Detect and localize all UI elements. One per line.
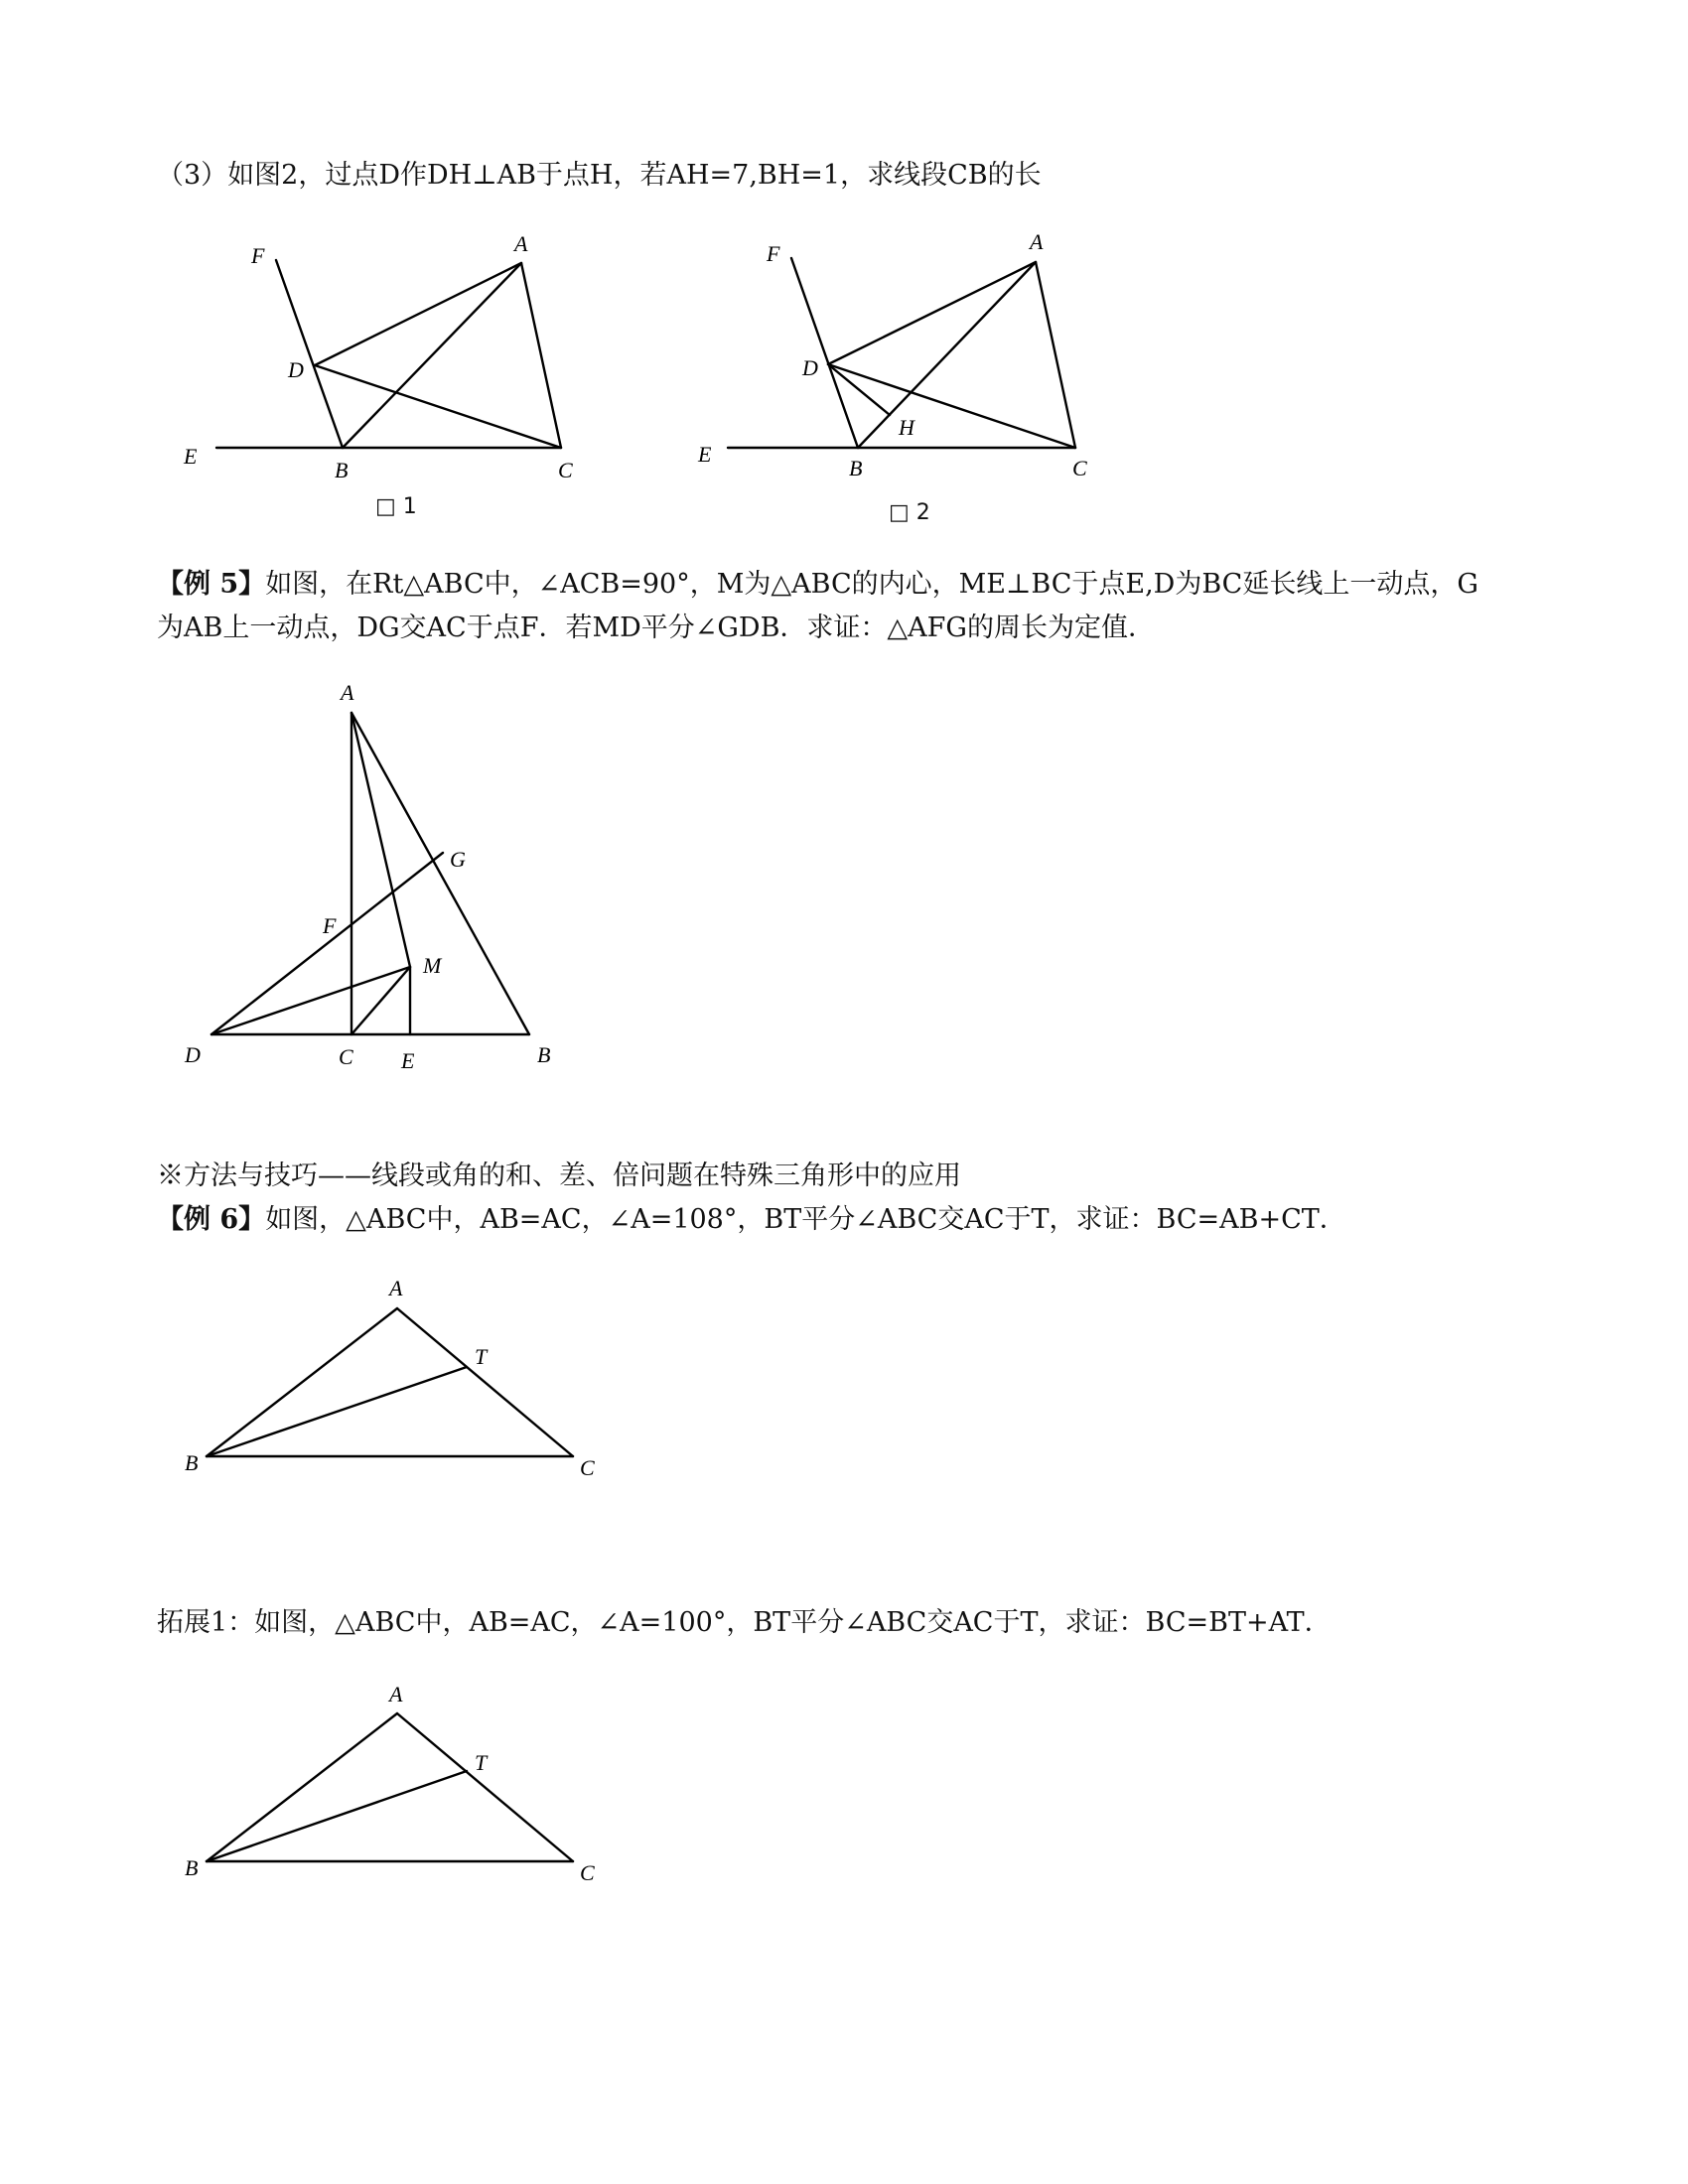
label-d: D: [802, 355, 818, 380]
figure-2-caption: □ 2: [889, 500, 930, 525]
label-f: F: [767, 241, 780, 266]
label-b: B: [537, 1042, 551, 1067]
label-c: C: [580, 1455, 595, 1480]
question-3-text: （3）如图2，过点D作DH⊥AB于点H，若AH=7,BH=1，求线段CB的长: [157, 160, 1042, 191]
label-m: M: [423, 953, 442, 978]
method-note: ※方法与技巧——线段或角的和、差、倍问题在特殊三角形中的应用: [157, 1160, 961, 1191]
label-t: T: [475, 1750, 488, 1775]
label-a: A: [514, 231, 528, 256]
label-a: A: [1030, 229, 1044, 254]
label-a: A: [389, 1276, 403, 1300]
label-c: C: [580, 1860, 595, 1885]
label-e: E: [698, 442, 712, 467]
label-g: G: [450, 847, 466, 872]
label-b: B: [849, 456, 863, 480]
label-c: C: [558, 458, 573, 482]
label-f: F: [251, 243, 265, 268]
label-a: A: [389, 1682, 403, 1706]
extension-1-text: 拓展1：如图，△ABC中，AB=AC，∠A=100°，BT平分∠ABC交AC于T，求证：BC=BT+AT．: [157, 1607, 1332, 1638]
label-c: C: [339, 1044, 353, 1069]
label-e: E: [401, 1048, 415, 1073]
example-5-text-1: 如图，在Rt△ABC中，∠ACB=90°，M为△ABC的内心，ME⊥BC于点E,D为BC延长线上一动点，G: [265, 569, 1478, 600]
label-b: B: [185, 1855, 199, 1880]
label-d: D: [185, 1042, 201, 1067]
label-a: A: [341, 680, 354, 705]
line-bt: [207, 1771, 467, 1861]
line-ac: [397, 1713, 573, 1861]
label-f: F: [323, 913, 337, 938]
example-5-tag: 【例 5】: [157, 569, 266, 600]
example-6-tag: 【例 6】: [157, 1204, 266, 1235]
label-e: E: [184, 444, 198, 469]
line-ba: [207, 1713, 397, 1861]
label-b: B: [335, 458, 349, 482]
label-h: H: [899, 415, 914, 440]
label-t: T: [475, 1344, 488, 1369]
example-5-line-2: 为AB上一动点，DG交AC于点F．若MD平分∠GDB．求证：△AFG的周长为定值．: [157, 613, 1155, 643]
label-b: B: [185, 1450, 199, 1475]
label-d: D: [288, 357, 304, 382]
example-6-text: 如图，△ABC中，AB=AC，∠A=108°，BT平分∠ABC交AC于T，求证：BC=AB+CT．: [265, 1204, 1346, 1235]
figure-1-caption: □ 1: [375, 494, 417, 519]
label-c: C: [1072, 456, 1087, 480]
